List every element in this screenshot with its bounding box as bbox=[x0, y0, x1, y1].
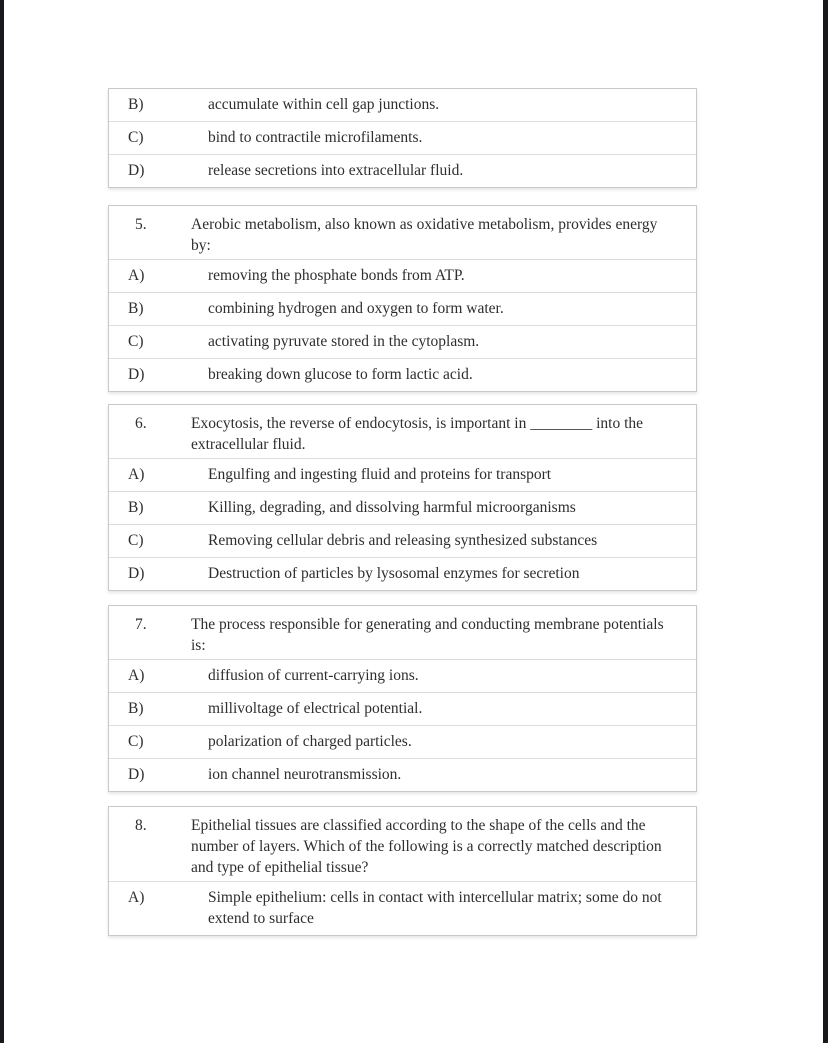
left-edge-bar bbox=[0, 0, 4, 1043]
answer-option-row bbox=[109, 524, 696, 557]
question-number: 6. bbox=[135, 415, 147, 432]
option-letter: C) bbox=[128, 733, 144, 750]
right-edge-bar bbox=[823, 0, 828, 1043]
option-letter: D) bbox=[128, 565, 145, 582]
question-row bbox=[109, 807, 696, 881]
option-text: ion channel neurotransmission. bbox=[208, 766, 402, 783]
answer-option-row bbox=[109, 458, 696, 491]
answer-option-row bbox=[109, 154, 696, 187]
option-text: breaking down glucose to form lactic acid. bbox=[208, 366, 473, 383]
question-block bbox=[108, 806, 697, 936]
option-letter: A) bbox=[128, 267, 145, 284]
answer-option-row bbox=[109, 259, 696, 292]
question-row bbox=[109, 405, 696, 458]
option-text: Killing, degrading, and dissolving harmful microorganisms bbox=[208, 499, 576, 516]
option-text: Removing cellular debris and releasing synthesized substances bbox=[208, 532, 598, 549]
option-text: Simple epithelium: cells in contact with intercellular matrix; some do not extend to surface bbox=[208, 889, 662, 927]
answer-option-row bbox=[109, 557, 696, 590]
question-text: The process responsible for generating and conducting membrane potentials is: bbox=[191, 616, 664, 654]
option-letter: A) bbox=[128, 667, 145, 684]
option-text: accumulate within cell gap junctions. bbox=[208, 96, 440, 113]
answer-option-row bbox=[109, 881, 696, 935]
question-number: 8. bbox=[135, 817, 147, 834]
question-block bbox=[108, 88, 697, 188]
answer-option-row bbox=[109, 89, 696, 121]
answer-option-row bbox=[109, 659, 696, 692]
option-letter: D) bbox=[128, 162, 145, 179]
question-text: Aerobic metabolism, also known as oxidative metabolism, provides energy by: bbox=[191, 216, 658, 254]
option-letter: D) bbox=[128, 366, 145, 383]
option-letter: B) bbox=[128, 96, 144, 113]
option-letter: A) bbox=[128, 889, 145, 906]
option-text: release secretions into extracellular fluid. bbox=[208, 162, 464, 179]
question-text: Exocytosis, the reverse of endocytosis, is important in ________ into the extracellular fluid. bbox=[191, 415, 644, 453]
option-letter: C) bbox=[128, 129, 144, 146]
option-text: combining hydrogen and oxygen to form water. bbox=[208, 300, 504, 317]
question-text: Epithelial tissues are classified according to the shape of the cells and the number of layers. Which of the following is a correctly matched description and type of epithelial tissue? bbox=[191, 817, 662, 876]
option-letter: C) bbox=[128, 532, 144, 549]
question-block bbox=[108, 605, 697, 792]
option-letter: B) bbox=[128, 499, 144, 516]
option-text: Destruction of particles by lysosomal enzymes for secretion bbox=[208, 565, 580, 582]
option-text: Engulfing and ingesting fluid and proteins for transport bbox=[208, 466, 552, 483]
option-letter: B) bbox=[128, 700, 144, 717]
answer-option-row bbox=[109, 725, 696, 758]
option-letter: B) bbox=[128, 300, 144, 317]
question-number: 7. bbox=[135, 616, 147, 633]
answer-option-row bbox=[109, 491, 696, 524]
option-text: removing the phosphate bonds from ATP. bbox=[208, 267, 465, 284]
option-text: bind to contractile microfilaments. bbox=[208, 129, 423, 146]
answer-option-row bbox=[109, 292, 696, 325]
option-letter: D) bbox=[128, 766, 145, 783]
answer-option-row bbox=[109, 121, 696, 154]
option-letter: C) bbox=[128, 333, 144, 350]
question-block bbox=[108, 205, 697, 392]
option-text: polarization of charged particles. bbox=[208, 733, 412, 750]
option-text: diffusion of current-carrying ions. bbox=[208, 667, 419, 684]
option-letter: A) bbox=[128, 466, 145, 483]
answer-option-row bbox=[109, 358, 696, 391]
answer-option-row bbox=[109, 758, 696, 791]
option-text: millivoltage of electrical potential. bbox=[208, 700, 423, 717]
question-number: 5. bbox=[135, 216, 147, 233]
option-text: activating pyruvate stored in the cytoplasm. bbox=[208, 333, 480, 350]
question-row bbox=[109, 206, 696, 259]
answer-option-row bbox=[109, 325, 696, 358]
question-row bbox=[109, 606, 696, 659]
answer-option-row bbox=[109, 692, 696, 725]
question-block bbox=[108, 404, 697, 591]
